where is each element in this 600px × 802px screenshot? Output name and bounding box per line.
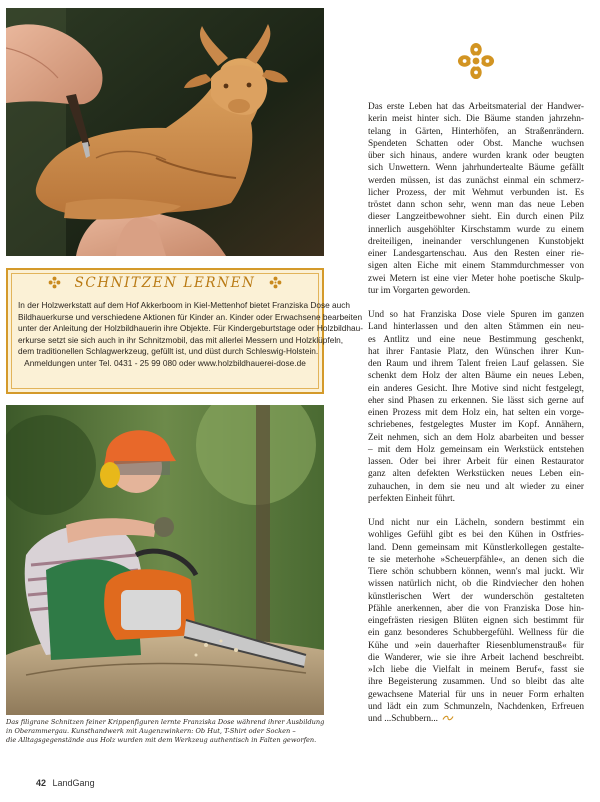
article-line: gewachsene Material für uns in neuer Form erhalten	[368, 689, 584, 700]
article-line: den Raum und ihrem Talent freien Lauf gelassen. Sie	[368, 359, 584, 369]
article-line: hat ihrer Fantasie Platz, den Wünschen ihrer Kun-	[368, 346, 584, 357]
article-line: dieser Langzeitbewohner sieht. Ein durch einen Pilz	[368, 212, 584, 223]
article-text-column	[368, 101, 584, 737]
article-line: schriebenes, festgelegtes Muster im Kopf. Annähern,	[368, 420, 584, 431]
article-line: dreiteiligen, ineinander verschlungenen Kunstobjekt	[368, 236, 584, 247]
photo-chainsaw-carving	[6, 405, 324, 715]
small-flower-ornament-icon	[48, 276, 61, 289]
course-info-box	[6, 268, 363, 394]
article-line: ein anderes Gesicht. Ihre Motive sind nicht festgelegt,	[368, 383, 584, 394]
article-line: wohliges Gefühl gibt es bei den Kühen in Ostfries-	[368, 530, 584, 541]
article-line: Kühe und »ein dauerhafter Riesenblumenstrauß« für	[368, 640, 584, 651]
course-box-line: dem traditionellen Schlagwerkzeug, gefüllt ist, und düst durch Schleswig-Holstein.	[18, 346, 319, 357]
article-line: Pfähle anerkennen, aber die von Franziska Dose hin-	[368, 603, 584, 614]
article-line: tur im Vorgarten geworden.	[368, 285, 471, 296]
article-line: ein ganz besonderes Schubbergefühl. Wellness für die	[368, 628, 584, 639]
caption-line: die Alltagsgegenstände aus Holz wurden mit dem Werkzeug authentisch in Falten geworfen.	[6, 735, 317, 744]
article-line: licher Prozess, der mit Wehmut verbunden ist. Es	[368, 187, 584, 198]
flower-ornament-icon	[457, 42, 495, 80]
article-line: werden müssen, ist das zunächst einmal ein schmerz-	[368, 175, 584, 186]
article-line: sigen alten Eiche mit einem Stammdurchmesser von	[368, 261, 584, 272]
course-box-title-text: SCHNITZEN LERNEN	[74, 275, 256, 291]
article-line: und ...Schubbern...	[368, 713, 584, 725]
photo-wood-carving	[6, 8, 324, 256]
article-line: tröstet dann schon sehr, wenn man das neue Leben	[368, 200, 584, 210]
article-line: land. Denn gemeinsam mit Künstlerkollegen gestalte-	[368, 542, 584, 553]
page-number: 42	[36, 778, 47, 788]
article-line: ganz alten defekten Werkstücken neues Leben ein-	[368, 469, 584, 480]
article-line: lassen. Oder bei ihrer Arbeit für einen Restaurator	[368, 457, 584, 467]
caption-line: Das filigrane Schnitzen feiner Krippenfiguren lernte Franziska Dose während ihrer Ausbildung	[6, 718, 325, 726]
article-line: künstlerischen Wert der wunderschön gestalteten	[368, 591, 584, 602]
article-line: wissen natürlich nicht, ob die Rindviecher den hohen	[368, 579, 584, 590]
article-line: Zeit nehmen, sich an dem Holz abarbeiten und besser	[368, 432, 584, 443]
article-line: Und so hat Franziska Dose viele Spuren im ganzen	[368, 310, 584, 320]
course-box-line: unter der Anleitung der Holzbildhauerin ihre Objekte. Für Kindergeburtstage oder Holzbildhau-	[18, 323, 363, 334]
article-line: Das erste Leben hat das Arbeitsmaterial der Handwer-	[368, 102, 584, 112]
chainsaw-illustration	[6, 405, 324, 715]
article-line: ihre Begeisterung zusammen. Und so bleibt das alte	[368, 677, 584, 688]
article-line: te sie meterhohe »Scheuerpfähle«, an denen sich die	[368, 554, 584, 565]
article-line: perfekten Einheit führt.	[368, 493, 455, 504]
end-flourish-icon	[442, 714, 454, 722]
article-line: und lädt ein zum Schmunzeln, Nachdenken, Erfreuen	[368, 701, 584, 712]
article-line: Und nicht nur ein Lächeln, sondern bestimmt ein	[368, 518, 584, 528]
caption-line: in Oberammergau. Kunsthandwerk mit Augenzwinkern: Ob Hut, T-Shirt oder Socken –	[6, 726, 296, 735]
article-line: zuhauchen, in dem sie neu und alt wieder zu einer	[368, 481, 584, 492]
page-footer	[36, 778, 95, 788]
article-line: »Ich liebe die Vielfalt in meinem Beruf«, fasst sie	[368, 665, 584, 675]
article-line: eingefrästen riesigen Blüten eignen sich bestimmt für	[368, 616, 584, 626]
article-line: die Wanderer, wie sie ihre Arbeit lachend beschreibt.	[368, 652, 584, 663]
article-line: schenkt dem Holz der alten Bäume ein neues Leben,	[368, 371, 584, 382]
article-line: zwei Metern ist eine vier Meter hohe poetische Skulp-	[368, 273, 584, 284]
article-line: telang in Gärten, Hinterhöfen, an Straßenrändern.	[368, 126, 584, 137]
article-line: über sich hinaus, andere wurden krank oder beugten	[368, 151, 584, 161]
course-box-title	[8, 275, 322, 291]
carving-illustration	[6, 8, 324, 256]
article-paragraph	[368, 101, 584, 297]
course-box-body	[18, 300, 363, 370]
course-box-contact-line: Anmeldungen unter Tel. 0431 - 25 99 080 oder www.holzbildhauerei-dose.de	[24, 357, 306, 368]
article-line: es Antlitz und eine neue Bestimmung geschenkt,	[368, 334, 584, 345]
article-line: sich Unwettern. Wenn jahrhundertealte Bäume gefällt	[368, 163, 584, 174]
article-line: Tiere schön schubbern können, wenn's mal juckt. Wir	[368, 567, 584, 577]
course-box-line: Bildhauerkurse und verschiedene Aktionen für Kinder an. Kinder oder Erwachsene bearbeiten	[18, 311, 363, 322]
article-line: kerin meist hinter sich. Die Bäume standen jahrzehn-	[368, 114, 584, 125]
course-box-line: In der Holzwerkstatt auf dem Hof Akkerboom in Kiel-Mettenhof bietet Franziska Dose auch	[18, 300, 351, 310]
magazine-name: LandGang	[52, 778, 95, 788]
article-line: eher sind Phasen zu erkennen. Sie lässt sich gerne auf	[368, 395, 584, 406]
article-line: – mit dem Holz gemeinsam ein Werkstück entstehen	[368, 444, 584, 455]
article-line: Spendeten Schatten oder Obst. Manche wuchsen	[368, 138, 584, 149]
course-box-line: erkurse setzt sie sich auch in ihr Schnitzmobil, das mit allerlei Messern und Holzklüpfeln,	[18, 334, 344, 345]
article-line: einen Prozess mit dem Holz ein, hat selten ein vorge-	[368, 408, 584, 418]
article-line: einer Landesgartenschau. Aus den Resten einer rie-	[368, 249, 584, 259]
article-line: innerlich ausgehöhlter Kirschstamm wurde zu einem	[368, 224, 584, 235]
photo-caption	[6, 718, 326, 744]
article-paragraph	[368, 309, 584, 505]
small-flower-ornament-icon	[269, 276, 282, 289]
article-paragraph	[368, 517, 584, 725]
article-line: Land hinterlassen und den alten Stämmen ein neu-	[368, 322, 584, 333]
